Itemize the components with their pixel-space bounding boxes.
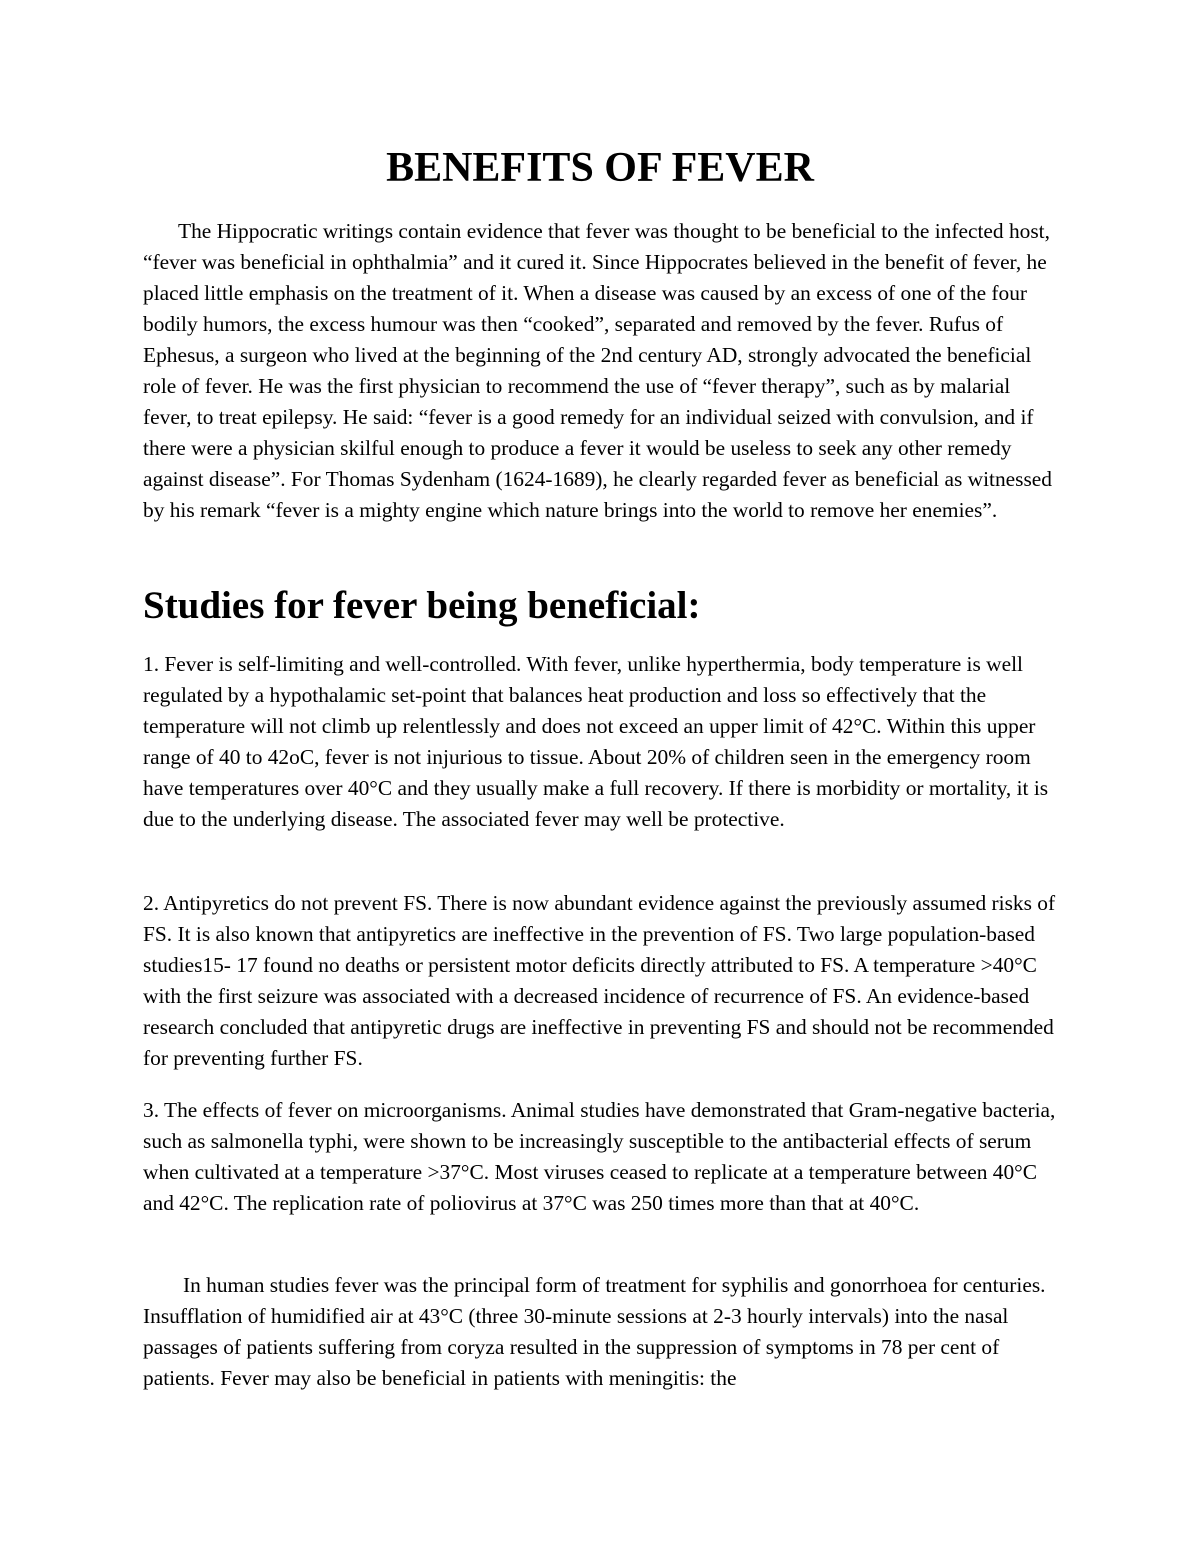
point-paragraph-1: 1. Fever is self-limiting and well-controlled. With fever, unlike hyperthermia, body temperature is well regulated by a hypothalamic set-point that balances heat production and loss so effectively that the temperature will not climb up relentlessly and does not exceed an upper limit of 42°C. Within this upper range of 40 to 42oC, fever is not injurious to tissue. About 20% of children seen in the emergency room have temperatures over 40°C and they usually make a full recovery. If there is morbidity or mortality, it is due to the underlying disease. The associated fever may well be protective. bbox=[143, 652, 1049, 831]
intro-paragraph: The Hippocratic writings contain evidence that fever was thought to be beneficial to the infected host, “fever was beneficial in ophthalmia” and it cured it. Since Hippocrates believed in the benefit of fever, he placed little emphasis on the treatment of it. When a disease was caused by an excess of one of the four bodily humors, the excess humour was then “cooked”, separated and removed by the fever. Rufus of Ephesus, a surgeon who lived at the beginning of the 2nd century AD, strongly advocated the beneficial role of fever. He was the first physician to recommend the use of “fever therapy”, such as by malarial fever, to treat epilepsy. He said: “fever is a good remedy for an individual seized with convulsion, and if there were a physician skilful enough to produce a fever it would be useless to seek any other remedy against disease”. For Thomas Sydenham (1624-1689), he clearly regarded fever as beneficial as witnessed by his remark “fever is a mighty engine which nature brings into the world to remove her enemies”. bbox=[143, 219, 1052, 522]
point-paragraph-3: 3. The effects of fever on microorganisms. Animal studies have demonstrated that Gram-negative bacteria, such as salmonella typhi, were shown to be increasingly susceptible to the antibacterial effects of serum when cultivated at a temperature >37°C. Most viruses ceased to replicate at a temperature between 40°C and 42°C. The replication rate of poliovirus at 37°C was 250 times more than that at 40°C. bbox=[143, 1098, 1056, 1215]
human-studies-paragraph: In human studies fever was the principal form of treatment for syphilis and gonorrhoea for centuries. Insufflation of humidified air at 43°C (three 30-minute sessions at 2-3 hourly intervals) into the nasal passages of patients suffering from coryza resulted in the suppression of symptoms in 78 per cent of patients. Fever may also be beneficial in patients with meningitis: the bbox=[143, 1273, 1046, 1390]
section-heading: Studies for fever being beneficial: bbox=[143, 584, 701, 627]
point-paragraph-2: 2. Antipyretics do not prevent FS. There is now abundant evidence against the previously assumed risks of FS. It is also known that antipyretics are ineffective in the prevention of FS. Two large population-based studies15- 17 found no deaths or persistent motor deficits directly attributed to FS. A temperature >40°C with the first seizure was associated with a decreased incidence of recurrence of FS. An evidence-based research concluded that antipyretic drugs are ineffective in preventing FS and should not be recommended for preventing further FS. bbox=[143, 891, 1056, 1070]
page-title: BENEFITS OF FEVER bbox=[386, 145, 814, 191]
